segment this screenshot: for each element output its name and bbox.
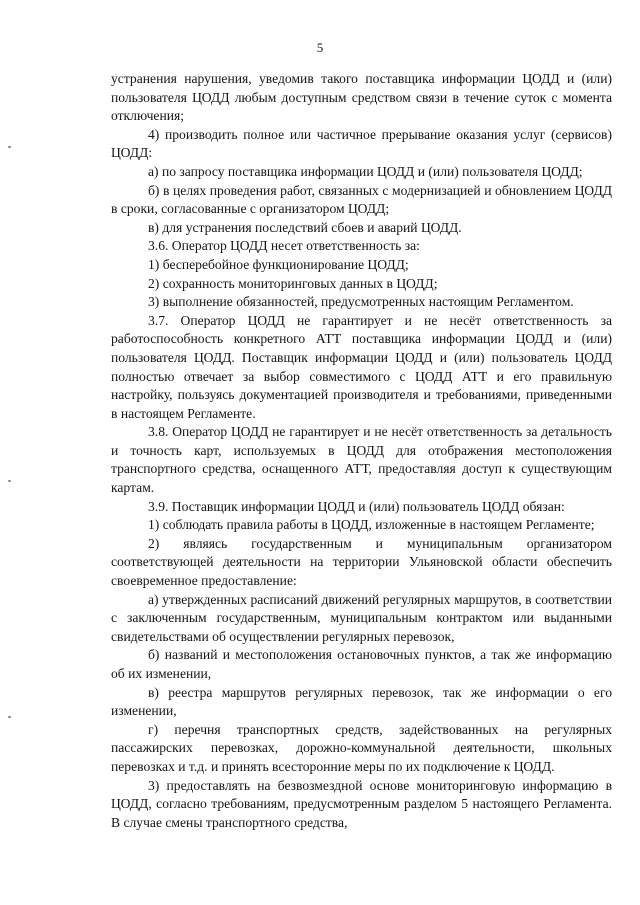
list-item: 3) предоставлять на безвозмездной основе мониторинговую информацию в ЦОДД, согласно требованиям, предусмотренным разделом 5 настоящего Регламента. В случае смены транспортного средства, [111, 777, 612, 830]
paragraph: 3.8. Оператор ЦОДД не гарантирует и не несёт ответственность за детальность и точность карт, используемых в ЦОДД для отображения местоположения транспортного средства, оснащенного АТТ, предоставляя доступ к существующим картам. [111, 424, 612, 496]
margin-mark [8, 716, 11, 718]
margin-mark [8, 480, 11, 482]
paragraph: 4) производить полное или частичное прерывание оказания услуг (сервисов) ЦОДД: [111, 126, 612, 161]
paragraph: устранения нарушения, уведомив такого поставщика информации ЦОДД и (или) пользователя ЦОДД любым доступным средством связи в течение суток с момента отключения; [111, 71, 612, 124]
list-item: а) утвержденных расписаний движений регулярных маршрутов, в соответствии с заключенным государственным, муниципальным контрактом или выданными свидетельствами об осуществлении регулярных перевозок, [111, 591, 612, 644]
paragraph: в) для устранения последствий сбоев и аварий ЦОДД. [148, 219, 462, 235]
paragraph: 3.7. Оператор ЦОДД не гарантирует и не несёт ответственность за работоспособность конкретного АТТ поставщика информации ЦОДД и (или) пользователя ЦОДД. Поставщик информации ЦОДД и (или) пользователь ЦОДД полностью отвечает за выбор совместимого с ЦОДД АТТ и его правильную настройку, пользуясь документацией производителя и требованиями, приведенными в настоящем Регламенте. [111, 312, 612, 421]
paragraph: б) в целях проведения работ, связанных с модернизацией и обновлением ЦОДД в сроки, согласованные с организатором ЦОДД; [111, 182, 612, 217]
margin-mark [8, 146, 11, 148]
list-item: 2) являясь государственным и муниципальным организатором соответствующей деятельности на территории Ульяновской области обеспечить своевременное предоставление: [111, 535, 612, 589]
page-number: 5 [316, 40, 324, 55]
paragraph: а) по запросу поставщика информации ЦОДД и (или) пользователя ЦОДД; [148, 163, 583, 179]
list-item: в) реестра маршрутов регулярных перевозок, так же информации о его изменении, [111, 684, 612, 719]
list-item: 3) выполнение обязанностей, предусмотренных настоящим Регламентом. [148, 294, 574, 310]
body-text [111, 70, 612, 832]
section-heading: 3.9. Поставщик информации ЦОДД и (или) пользователь ЦОДД обязан: [148, 498, 565, 514]
list-item: б) названий и местоположения остановочных пунктов, а так же информацию об их изменении, [111, 647, 612, 681]
list-item: 2) сохранность мониторинговых данных в ЦОДД; [148, 275, 438, 291]
list-item: 1) бесперебойное функционирование ЦОДД; [148, 256, 409, 272]
section-heading: 3.6. Оператор ЦОДД несет ответственность за: [148, 238, 420, 254]
list-item: 1) соблюдать правила работы в ЦОДД, изложенные в настоящем Регламенте; [148, 517, 595, 533]
list-item: г) перечня транспортных средств, задействованных на регулярных пассажирских перевозках, дорожно-коммунальной деятельности, школьных перевозках и т.д. и принять всесторонние меры по их подключение к ЦОДД. [111, 721, 612, 774]
